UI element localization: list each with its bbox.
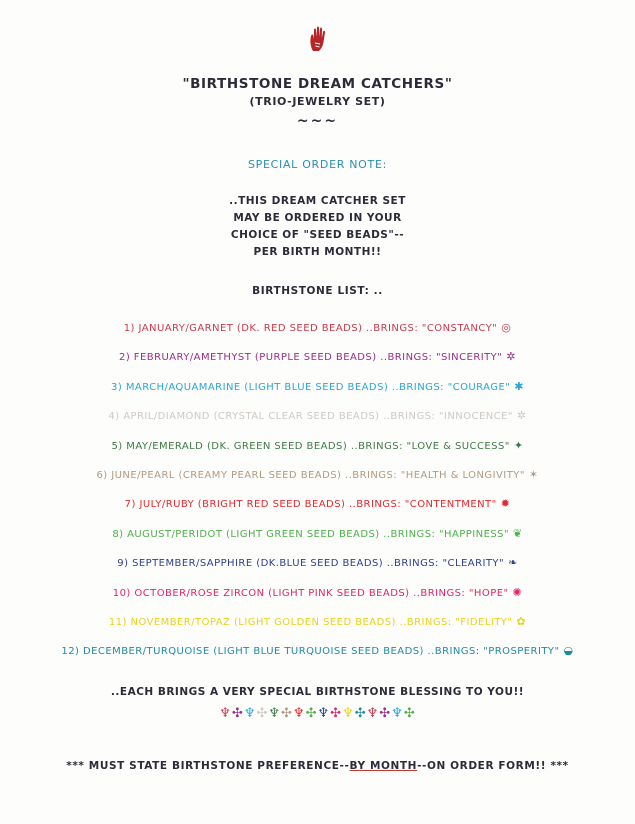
dancing-figure-icon: ✣ <box>305 706 318 721</box>
notice-part-1: MUST STATE BIRTHSTONE PREFERENCE-- <box>88 760 350 772</box>
dancing-figure-icon: ♆ <box>317 706 331 721</box>
dancing-figure-icon: ✣ <box>330 706 343 721</box>
stars-right: *** <box>550 760 569 772</box>
dancing-figure-icon: ♆ <box>391 706 404 721</box>
birthstone-item <box>0 350 635 363</box>
dancing-figures-border <box>0 706 635 721</box>
dancing-figure-icon: ♆ <box>292 706 306 721</box>
birthstone-symbol-icon: ✹ <box>500 497 511 510</box>
birthstone-symbol-icon: ✦ <box>513 439 524 452</box>
birthstone-symbol-icon: ✲ <box>516 409 527 422</box>
birthstone-item-text: 11) NOVEMBER/TOPAZ (LIGHT GOLDEN SEED BEADS) ..BRINGS: "FIDELITY" <box>108 617 513 628</box>
birthstone-item-text: 5) MAY/EMERALD (DK. GREEN SEED BEADS) ..BRINGS: "LOVE & SUCCESS" <box>111 441 510 452</box>
birthstone-item-text: 6) JUNE/PEARL (CREAMY PEARL SEED BEADS) ..BRINGS: "HEALTH & LONGIVITY" <box>96 470 525 481</box>
birthstone-item-text: 7) JULY/RUBY (BRIGHT RED SEED BEADS) ..BRINGS: "CONTENTMENT" <box>124 499 497 510</box>
dancing-figure-icon: ✣ <box>354 706 367 721</box>
document-subtitle: (TRIO-JEWELRY SET) <box>249 95 386 108</box>
birthstone-list-heading: BIRTHSTONE LIST: .. <box>252 285 383 297</box>
birthstone-item-text: 3) MARCH/AQUAMARINE (LIGHT BLUE SEED BEADS) ..BRINGS: "COURAGE" <box>111 382 511 393</box>
birthstone-item <box>0 644 635 657</box>
birthstone-item <box>0 497 635 510</box>
birthstone-symbol-icon: ✺ <box>512 586 523 599</box>
birthstone-symbol-icon: ✶ <box>528 468 539 481</box>
dancing-figure-icon: ✣ <box>231 706 244 721</box>
tilde-ornament: ~~~ <box>296 113 339 129</box>
birthstone-symbol-icon: ✿ <box>516 615 527 628</box>
birthstone-item <box>0 439 635 452</box>
dancing-figure-icon: ✣ <box>281 706 293 721</box>
birthstone-item-text: 8) AUGUST/PERIDOT (LIGHT GREEN SEED BEADS) ..BRINGS: "HAPPINESS" <box>112 529 509 540</box>
birthstone-symbol-icon: ❧ <box>508 556 518 569</box>
handprint-logo <box>0 26 635 52</box>
dancing-figure-icon: ♆ <box>219 706 232 721</box>
birthstone-symbol-icon: ◎ <box>501 321 512 334</box>
dancing-figure-icon: ✣ <box>379 706 392 721</box>
birthstone-item <box>0 615 635 628</box>
dancing-figure-icon: ✣ <box>256 706 269 721</box>
birthstone-item <box>0 321 635 334</box>
special-order-note-heading: SPECIAL ORDER NOTE: <box>247 158 388 171</box>
birthstone-item <box>0 527 635 540</box>
closing-blessing-text: ..EACH BRINGS A VERY SPECIAL BIRTHSTONE BLESSING TO YOU!! <box>110 686 525 698</box>
note-line: ..THIS DREAM CATCHER SET <box>229 195 406 207</box>
order-form-notice <box>0 760 635 772</box>
notice-part-2: --ON ORDER FORM!! <box>417 760 547 772</box>
order-note-text <box>0 193 635 261</box>
dancing-figure-icon: ♆ <box>243 706 257 721</box>
birthstone-symbol-icon: ✱ <box>514 380 524 393</box>
birthstone-item <box>0 468 635 481</box>
birthstone-symbol-icon: ❦ <box>513 527 523 540</box>
birthstone-item-text: 9) SEPTEMBER/SAPPHIRE (DK.BLUE SEED BEADS) ..BRINGS: "CLEARITY" <box>117 558 505 569</box>
dancing-figure-icon: ♆ <box>268 706 282 721</box>
birthstone-item <box>0 556 635 569</box>
birthstone-item-text: 12) DECEMBER/TURQUOISE (LIGHT BLUE TURQUOISE SEED BEADS) ..BRINGS: "PROSPERITY" <box>61 646 560 657</box>
birthstone-item <box>0 380 635 393</box>
birthstone-item-text: 10) OCTOBER/ROSE ZIRCON (LIGHT PINK SEED BEADS) ..BRINGS: "HOPE" <box>112 588 509 599</box>
dancing-figure-icon: ♆ <box>366 706 380 721</box>
birthstone-item-text: 1) JANUARY/GARNET (DK. RED SEED BEADS) ..BRINGS: "CONSTANCY" <box>123 323 498 334</box>
document-title: "BIRTHSTONE DREAM CATCHERS" <box>182 76 453 92</box>
birthstone-item-text: 2) FEBRUARY/AMETHYST (PURPLE SEED BEADS) ..BRINGS: "SINCERITY" <box>119 352 503 363</box>
note-line: MAY BE ORDERED IN YOUR <box>233 212 402 224</box>
note-line: PER BIRTH MONTH!! <box>253 246 382 258</box>
hand-icon <box>308 26 328 52</box>
birthstone-item <box>0 586 635 599</box>
birthstone-symbol-icon: ◒ <box>563 644 574 657</box>
birthstone-symbol-icon: ✲ <box>506 350 516 363</box>
birthstone-item-text: 4) APRIL/DIAMOND (CRYSTAL CLEAR SEED BEADS) ..BRINGS: "INNOCENCE" <box>108 411 513 422</box>
stars-left: *** <box>66 760 85 772</box>
dancing-figure-icon: ✣ <box>403 706 416 721</box>
dancing-figure-icon: ♆ <box>342 706 355 721</box>
notice-emphasis-by-month: BY MONTH <box>349 760 418 772</box>
birthstone-item <box>0 409 635 422</box>
note-line: CHOICE OF "SEED BEADS"-- <box>230 229 405 241</box>
